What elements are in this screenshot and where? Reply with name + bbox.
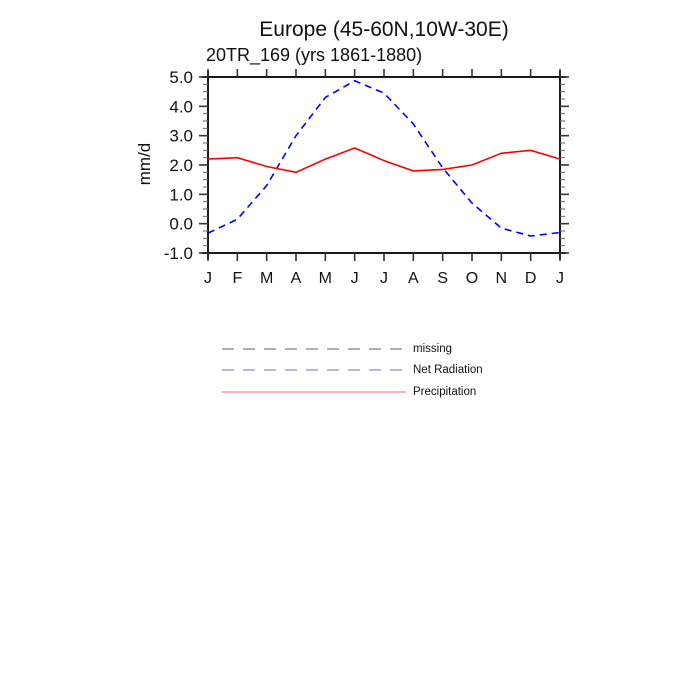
y-tick-label: 5.0 (169, 68, 193, 87)
x-tick-label: J (350, 270, 359, 287)
legend-line-net-radiation (222, 368, 406, 372)
y-tick-label: -1.0 (163, 244, 193, 263)
y-tick-label: 1.0 (169, 185, 193, 205)
legend-label-missing: missing (413, 342, 452, 355)
x-tick-label: M (318, 270, 332, 287)
legend-item-precipitation (222, 385, 483, 398)
series-line-net-radiation (208, 81, 560, 236)
y-axis-label: mm/d (135, 142, 154, 186)
y-tick-label: 0.0 (169, 214, 193, 234)
legend-line-precipitation (222, 390, 406, 394)
chart-legend (222, 342, 483, 407)
x-tick-label: A (290, 270, 302, 287)
x-tick-label: F (232, 270, 243, 287)
series-line-precipitation (208, 148, 560, 172)
chart-canvas (0, 0, 700, 330)
x-tick-label: O (465, 270, 479, 287)
chart-title: Europe (45-60N,10W-30E) (259, 18, 509, 41)
y-tick-label: 2.0 (169, 156, 193, 175)
legend-label-precipitation: Precipitation (413, 385, 477, 398)
x-tick-label: S (437, 270, 449, 287)
legend-item-net-radiation (222, 364, 483, 377)
y-tick-label: 3.0 (169, 126, 193, 146)
chart-subtitle: 20TR_169 (yrs 1861-1880) (206, 45, 423, 65)
x-tick-label: A (407, 270, 419, 287)
x-tick-label: M (260, 270, 274, 287)
legend-item-missing (222, 342, 483, 355)
x-tick-label: D (524, 270, 537, 287)
y-tick-label: 4.0 (169, 97, 193, 117)
legend-label-net-radiation: Net Radiation (413, 364, 483, 376)
x-tick-label: J (380, 270, 388, 287)
x-tick-label: J (204, 270, 212, 287)
x-tick-label: J (556, 270, 564, 287)
x-tick-label: N (495, 270, 508, 287)
legend-line-missing (222, 347, 406, 351)
